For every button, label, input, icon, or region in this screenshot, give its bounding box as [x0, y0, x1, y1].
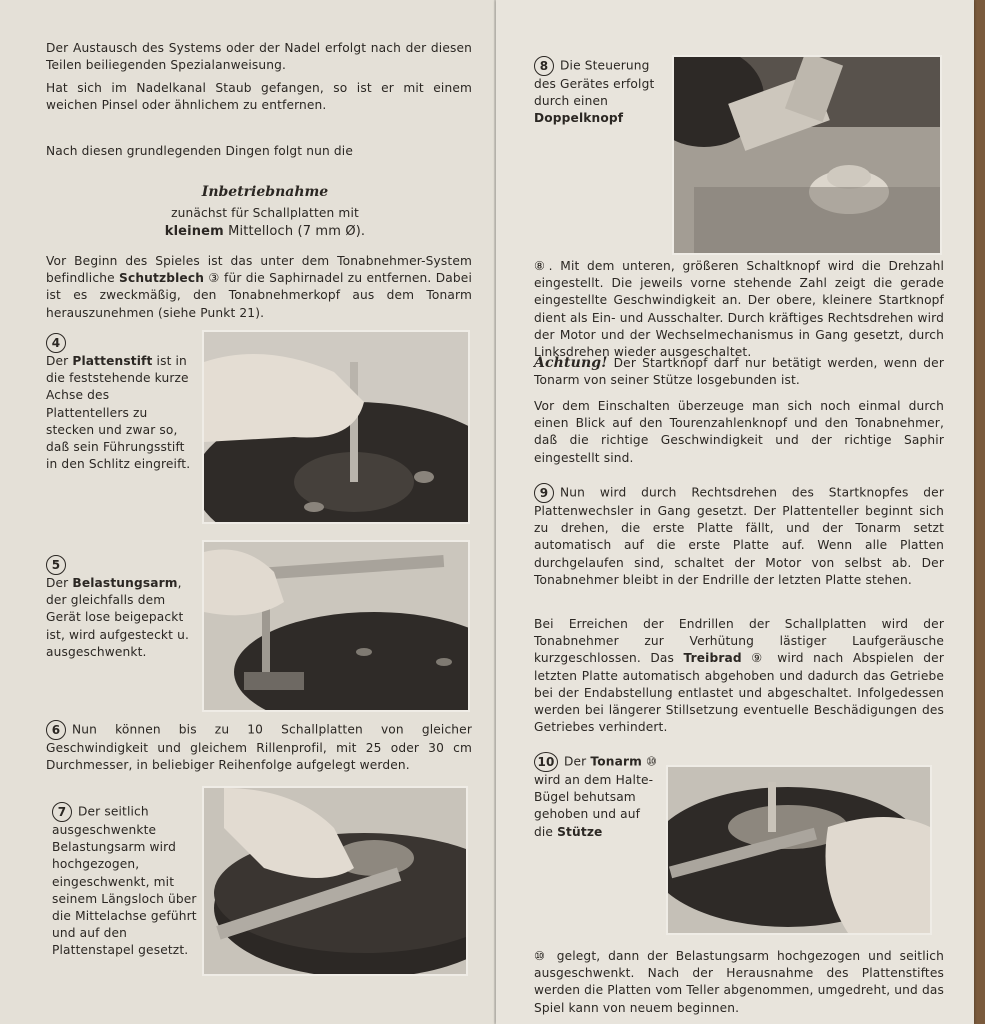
step-4-text — [46, 333, 196, 473]
section-heading: Inbetriebnahme — [201, 184, 329, 200]
right-page — [496, 0, 974, 1024]
step-5-text — [46, 555, 196, 661]
step-9-number: 9 — [534, 483, 554, 503]
para-a: Vor Beginn des Spieles ist das unter dem Tonabnehmer-System befindliche — [46, 254, 472, 286]
step-4-bold: Plattenstift — [72, 354, 153, 368]
para-bold: Schutzblech — [119, 271, 205, 286]
endrille-a: Bei Erreichen der Endrillen der Schallplatten wird der Tonabnehmer zur Verhütung lästiger Laufgeräusche kurzgeschlossen. Das — [534, 617, 944, 666]
step-9-text — [534, 483, 944, 589]
warning-paragraph — [534, 355, 944, 389]
step-5-number: 5 — [46, 555, 66, 575]
sub-rest: Mittelloch (7 mm Ø). — [228, 224, 366, 239]
step-10-b: ⑩ wird an dem Halte-Bügel behutsam gehoben und auf die — [534, 754, 658, 839]
section-subtitle-2 — [110, 223, 420, 240]
knob-photo-illustration — [674, 57, 940, 253]
weight-arm-photo-illustration — [204, 542, 468, 710]
endrille-b: ⑨ wird nach Abspielen der letzten Platte automatisch abgehoben und dadurch das Getriebe bei der Endabstellung entlastet und abgeschaltet. Infolgedessen werden bei längerer Stillsetzung eventuelle Beschädigungen des Getriebes verhindert. — [534, 651, 944, 735]
step-4-a: Der — [46, 354, 69, 368]
photo-record-spindle — [202, 330, 470, 524]
step-8-a: Die Steuerung des Gerätes erfolgt durch einen — [534, 58, 655, 109]
warning-label: Achtung! — [534, 355, 608, 371]
sub-bold: kleinem — [164, 224, 224, 239]
step-6-text — [46, 720, 472, 774]
spindle-photo-illustration — [204, 332, 468, 522]
step-10-bold-2: Stütze — [557, 824, 603, 839]
section-subtitle-1: zunächst für Schallplatten mit — [171, 206, 359, 220]
step-7-number: 7 — [52, 802, 72, 822]
step-7-text — [52, 802, 198, 960]
photo-tonearm-support — [666, 765, 932, 935]
photo-control-knob — [672, 55, 942, 255]
step-8-bold: Doppelknopf — [534, 111, 624, 126]
step-10-continued: ⑩ gelegt, dann der Belastungsarm hochgezogen und seitlich ausgeschwenkt. Nach der Herausnahme des Plattenstiftes werden die Platten vom Teller abgenommen, umgedreht, und das Spiel kann von neuem beginnen. — [534, 949, 944, 1015]
step-4-number: 4 — [46, 333, 66, 353]
step-8-continued: ⑧. Mit dem unteren, größeren Schaltknopf wird die Drehzahl eingestellt. Die jeweils vorne stehende Zahl zeigt die gerade eingestellte Geschwindigkeit an. Der obere, kleinere Startknopf dient als Ein- und Ausschalter. Durch kräftiges Rechtsdrehen wird der Motor und der Wechselmechanismus in Gang gesetzt, durch Linksdrehen wieder ausgeschaltet. — [534, 259, 944, 360]
warning-text: Der Startknopf darf nur betätigt werden, wenn der Tonarm von seiner Stütze losgebunden ist. — [534, 356, 944, 388]
endrille-bold: Treibrad — [683, 651, 742, 666]
tonearm-photo-illustration — [668, 767, 930, 933]
step-10-a: Der — [564, 754, 587, 769]
intro-dust-text: Hat sich im Nadelkanal Staub gefangen, so ist er mit einem weichen Pinsel oder ähnlichem zu entfernen. — [46, 81, 472, 113]
protection-plate-paragraph — [46, 253, 472, 322]
step-8-number: 8 — [534, 56, 554, 76]
photo-stack-records — [202, 786, 468, 976]
intro-transition-text: Nach diesen grundlegenden Dingen folgt nun die — [46, 144, 353, 158]
endrille-paragraph — [534, 616, 944, 736]
check-paragraph: Vor dem Einschalten überzeuge man sich noch einmal durch einen Blick auf den Tourenzahlenknopf und den Tonabnehmer, daß die richtige Geschwindigkeit und der richtige Saphir eingestellt sind. — [534, 399, 944, 465]
photo-weight-arm — [202, 540, 470, 712]
step-8-text-column — [534, 56, 668, 128]
intro-exchange-text: Der Austausch des Systems oder der Nadel erfolgt nach der diesen Teilen beiliegenden Spezialanweisung. — [46, 41, 472, 73]
para-c: ③ für die Saphirnadel zu entfernen. Dabei ist es zweckmäßig, den Tonabnehmerkopf aus dem Tonarm herauszunehmen (siehe Punkt 21). — [46, 271, 472, 320]
step-10-bold-1: Tonarm — [590, 754, 642, 769]
step-5-bold: Belastungsarm — [72, 576, 178, 590]
step-6-body: Nun können bis zu 10 Schallplatten von gleicher Geschwindigkeit und gleichem Rillenprofil, mit 25 oder 30 cm Durchmesser, in beliebiger Reihenfolge aufgelegt werden. — [46, 722, 472, 773]
step-10-text-column — [534, 752, 662, 841]
step-6-number: 6 — [46, 720, 66, 740]
step-4-rest: ist in die feststehende kurze Achse des Plattentellers zu stecken und zwar so, daß sein Führungsstift in den Schlitz eingreift. — [46, 354, 191, 472]
step-9-body: Nun wird durch Rechtsdrehen des Startknopfes der Plattenwechsler in Gang gesetzt. Der Plattenteller beginnt sich zu drehen, die erste Platte fällt, und der Tonarm setzt automatisch auf die erste Platte auf. Wenn alle Platten durchgelaufen sind, schaltet der Motor von selbst ab. Der Tonabnehmer bleibt in der Endrille der letzten Platte stehen. — [534, 485, 944, 587]
step-5-a: Der — [46, 576, 69, 590]
step-10-number: 10 — [534, 752, 558, 772]
step-5-rest: , der gleichfalls dem Gerät lose beigepackt ist, wird aufgesteckt u. ausgeschwenkt. — [46, 576, 189, 659]
step-7-body: Der seitlich ausgeschwenkte Belastungsarm wird hochgezogen, eingeschwenkt, mit seinem Längsloch über die Mittelachse geführt und auf den Plattenstapel gesetzt. — [52, 804, 197, 958]
stack-photo-illustration — [204, 788, 466, 974]
